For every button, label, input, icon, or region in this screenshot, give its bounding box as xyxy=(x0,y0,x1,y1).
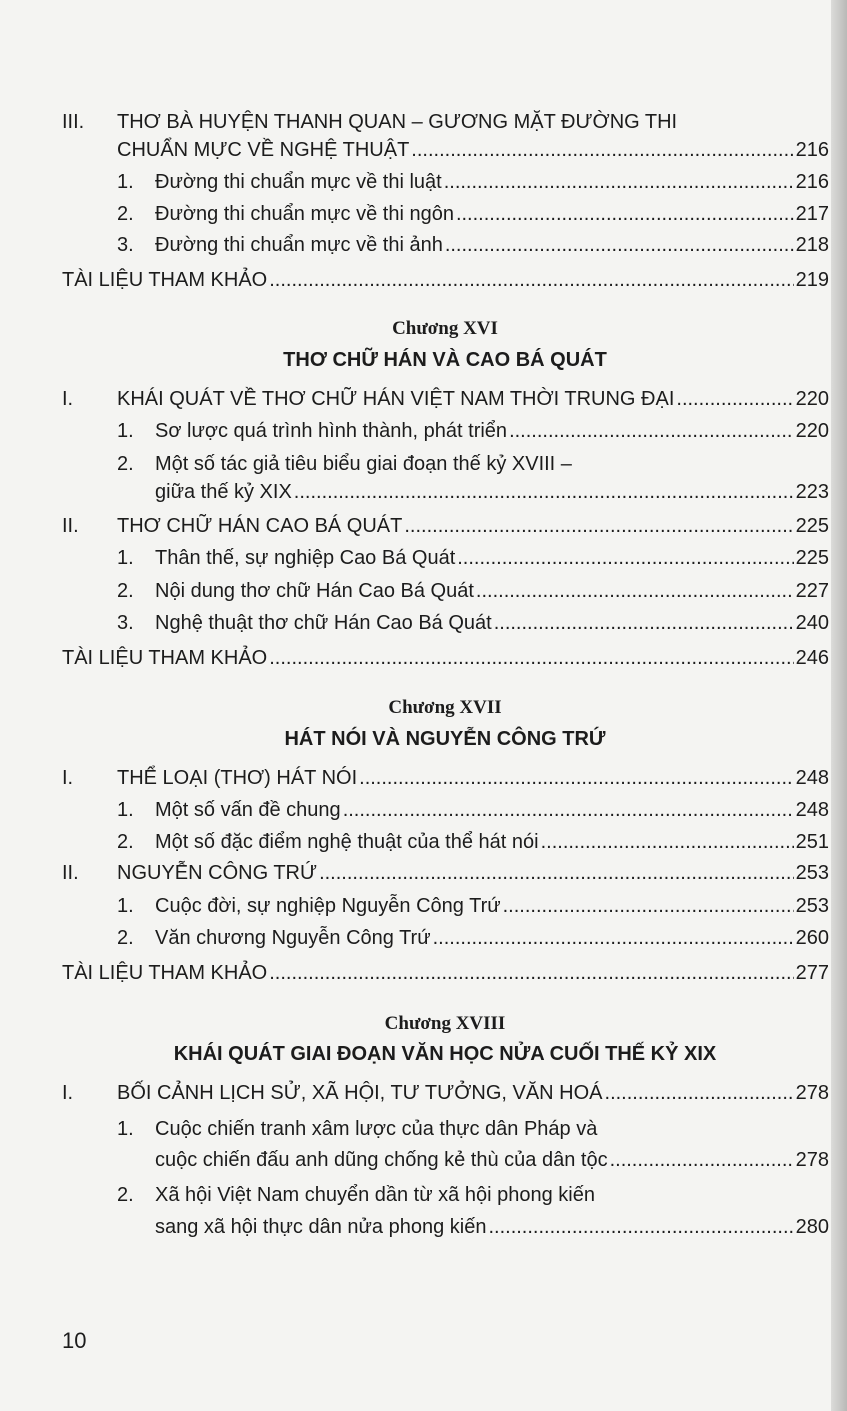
toc-part-num: II. xyxy=(62,862,79,884)
leader-dots xyxy=(269,267,793,293)
toc-references xyxy=(62,960,829,986)
chapter-label: Chương XVIII xyxy=(384,1013,506,1034)
toc-entry xyxy=(155,1147,829,1173)
toc-entry xyxy=(117,232,829,258)
chapter-title: HÁT NÓI VÀ NGUYỄN CÔNG TRỨ xyxy=(284,728,606,750)
toc-entry-num: 2. xyxy=(117,453,134,475)
leader-dots xyxy=(433,925,794,951)
toc-entry-text: Một số tác giả tiêu biểu giai đoạn thế kỷ XVIII – xyxy=(155,453,572,475)
toc-entry xyxy=(155,479,829,505)
toc-entry-text: Sơ lược quá trình hình thành, phát triển xyxy=(155,420,508,442)
toc-part-text: THƠ CHỮ HÁN CAO BÁ QUÁT xyxy=(117,515,403,537)
leader-dots xyxy=(610,1147,794,1173)
toc-entry-num: 3. xyxy=(117,612,134,634)
toc-part xyxy=(62,1080,829,1106)
toc-entry-page: 216 xyxy=(795,139,829,161)
leader-dots xyxy=(488,1214,793,1240)
toc-entry xyxy=(155,1214,829,1240)
leader-dots xyxy=(359,765,793,791)
leader-dots xyxy=(605,1080,794,1106)
toc-part-text: BỐI CẢNH LỊCH SỬ, XÃ HỘI, TƯ TƯỞNG, VĂN HOÁ xyxy=(117,1082,603,1104)
leader-dots xyxy=(294,479,794,505)
leader-dots xyxy=(343,797,794,823)
toc-part xyxy=(62,386,829,412)
toc-part-num: II. xyxy=(62,515,79,537)
toc-entry-page: 217 xyxy=(795,203,829,225)
toc-entry-text: TÀI LIỆU THAM KHẢO xyxy=(62,962,268,984)
toc-entry-text: giữa thế kỷ XIX xyxy=(155,481,292,503)
toc-entry xyxy=(117,610,829,636)
toc-entry-page: 225 xyxy=(795,547,829,569)
toc-entry xyxy=(117,578,829,604)
page-edge xyxy=(831,0,847,1411)
toc-part-num: I. xyxy=(62,388,74,410)
toc-entry xyxy=(117,893,829,919)
toc-entry-page: 260 xyxy=(795,927,829,949)
toc-entry-text: sang xã hội thực dân nửa phong kiến xyxy=(155,1216,487,1238)
toc-entry xyxy=(117,545,829,571)
toc-entry-text: Thân thế, sự nghiệp Cao Bá Quát xyxy=(155,547,456,569)
toc-entry-num: 1. xyxy=(117,171,134,193)
leader-dots xyxy=(541,829,794,855)
toc-entry-text: Đường thi chuẩn mực về thi ảnh xyxy=(155,234,443,256)
toc-part xyxy=(62,765,829,791)
toc-entry xyxy=(117,169,829,195)
chapter-label: Chương XVI xyxy=(392,318,498,339)
leader-dots xyxy=(676,386,793,412)
toc-entry-text: cuộc chiến đấu anh dũng chống kẻ thù của dân tộc xyxy=(155,1149,608,1171)
toc-entry-text: Một số đặc điểm nghệ thuật của thể hát nói xyxy=(155,831,539,853)
chapter-title: KHÁI QUÁT GIAI ĐOẠN VĂN HỌC NỬA CUỐI THẾ KỶ XIX xyxy=(173,1043,717,1065)
toc-entry-num: 3. xyxy=(117,234,134,256)
toc-entry-page: 218 xyxy=(795,234,829,256)
toc-entry-num: 1. xyxy=(117,895,134,917)
toc-entry-page: 251 xyxy=(795,831,829,853)
toc-entry-num: 2. xyxy=(117,1184,134,1206)
toc-entry-text: Đường thi chuẩn mực về thi ngôn xyxy=(155,203,454,225)
toc-entry-page: 216 xyxy=(795,171,829,193)
toc-entry-text: Nội dung thơ chữ Hán Cao Bá Quát xyxy=(155,580,474,602)
leader-dots xyxy=(445,232,794,258)
toc-entry-page: 246 xyxy=(795,647,829,669)
leader-dots xyxy=(444,169,794,195)
toc-entry-num: 1. xyxy=(117,420,134,442)
toc-entry-page: 248 xyxy=(795,767,829,789)
toc-entry-page: 278 xyxy=(795,1082,829,1104)
leader-dots xyxy=(411,137,793,163)
toc-entry-text: Văn chương Nguyễn Công Trứ xyxy=(155,927,431,949)
toc-entry xyxy=(117,418,829,444)
toc-references xyxy=(62,267,829,293)
toc-part xyxy=(62,513,829,539)
toc-part-text: THỂ LOẠI (THƠ) HÁT NÓI xyxy=(117,767,358,789)
toc-entry-page: 219 xyxy=(795,269,829,291)
toc-entry-page: 248 xyxy=(795,799,829,821)
toc-entry-text: TÀI LIỆU THAM KHẢO xyxy=(62,647,268,669)
toc-entry xyxy=(117,829,829,855)
toc-heading-line: THƠ BÀ HUYỆN THANH QUAN – GƯƠNG MẶT ĐƯỜNG THI xyxy=(117,111,678,133)
leader-dots xyxy=(404,513,793,539)
toc-part-num: I. xyxy=(62,1082,74,1104)
toc-part-text: NGUYỄN CÔNG TRỨ xyxy=(117,862,318,884)
chapter-label: Chương XVII xyxy=(388,697,502,718)
leader-dots xyxy=(476,578,794,604)
toc-part xyxy=(62,860,829,886)
toc-entry-num: 1. xyxy=(117,799,134,821)
leader-dots xyxy=(503,893,794,919)
toc-entry-text: Một số vấn đề chung xyxy=(155,799,341,821)
toc-entry-page: 227 xyxy=(795,580,829,602)
page-number: 10 xyxy=(62,1328,87,1353)
toc-entry-text: Xã hội Việt Nam chuyển dần từ xã hội phong kiến xyxy=(155,1184,595,1206)
toc-entry-page: 225 xyxy=(795,515,829,537)
toc-entry-page: 253 xyxy=(795,862,829,884)
toc-entry-page: 220 xyxy=(795,388,829,410)
leader-dots xyxy=(269,645,793,671)
toc-entry-text: TÀI LIỆU THAM KHẢO xyxy=(62,269,268,291)
toc-entry xyxy=(117,137,829,163)
toc-entry-num: 2. xyxy=(117,203,134,225)
toc-entry-text: CHUẨN MỰC VỀ NGHỆ THUẬT xyxy=(117,139,410,161)
toc-entry-page: 220 xyxy=(795,420,829,442)
toc-entry-page: 280 xyxy=(795,1216,829,1238)
leader-dots xyxy=(509,418,794,444)
toc-part-text: KHÁI QUÁT VỀ THƠ CHỮ HÁN VIỆT NAM THỜI TRUNG ĐẠI xyxy=(117,388,675,410)
toc-entry-num: 1. xyxy=(117,1118,134,1140)
toc-entry-page: 277 xyxy=(795,962,829,984)
toc-entry xyxy=(117,797,829,823)
toc-entry xyxy=(117,201,829,227)
toc-entry-page: 223 xyxy=(795,481,829,503)
leader-dots xyxy=(319,860,794,886)
toc-references xyxy=(62,645,829,671)
toc-entry-num: 1. xyxy=(117,547,134,569)
toc-entry-page: 240 xyxy=(795,612,829,634)
toc-entry-text: Đường thi chuẩn mực về thi luật xyxy=(155,171,442,193)
toc-entry xyxy=(117,925,829,951)
toc-entry-num: 2. xyxy=(117,831,134,853)
toc-entry-text: Cuộc đời, sự nghiệp Nguyễn Công Trứ xyxy=(155,895,501,917)
toc-entry-page: 278 xyxy=(795,1149,829,1171)
leader-dots xyxy=(494,610,794,636)
toc-entry-num: 2. xyxy=(117,580,134,602)
toc-heading-num: III. xyxy=(62,111,85,133)
leader-dots xyxy=(456,201,794,227)
toc-part-num: I. xyxy=(62,767,74,789)
chapter-title: THƠ CHỮ HÁN VÀ CAO BÁ QUÁT xyxy=(283,349,607,371)
toc-entry-page: 253 xyxy=(795,895,829,917)
toc-entry-text: Nghệ thuật thơ chữ Hán Cao Bá Quát xyxy=(155,612,492,634)
toc-entry-num: 2. xyxy=(117,927,134,949)
leader-dots xyxy=(457,545,793,571)
leader-dots xyxy=(269,960,793,986)
toc-entry-text: Cuộc chiến tranh xâm lược của thực dân Pháp và xyxy=(155,1118,598,1140)
